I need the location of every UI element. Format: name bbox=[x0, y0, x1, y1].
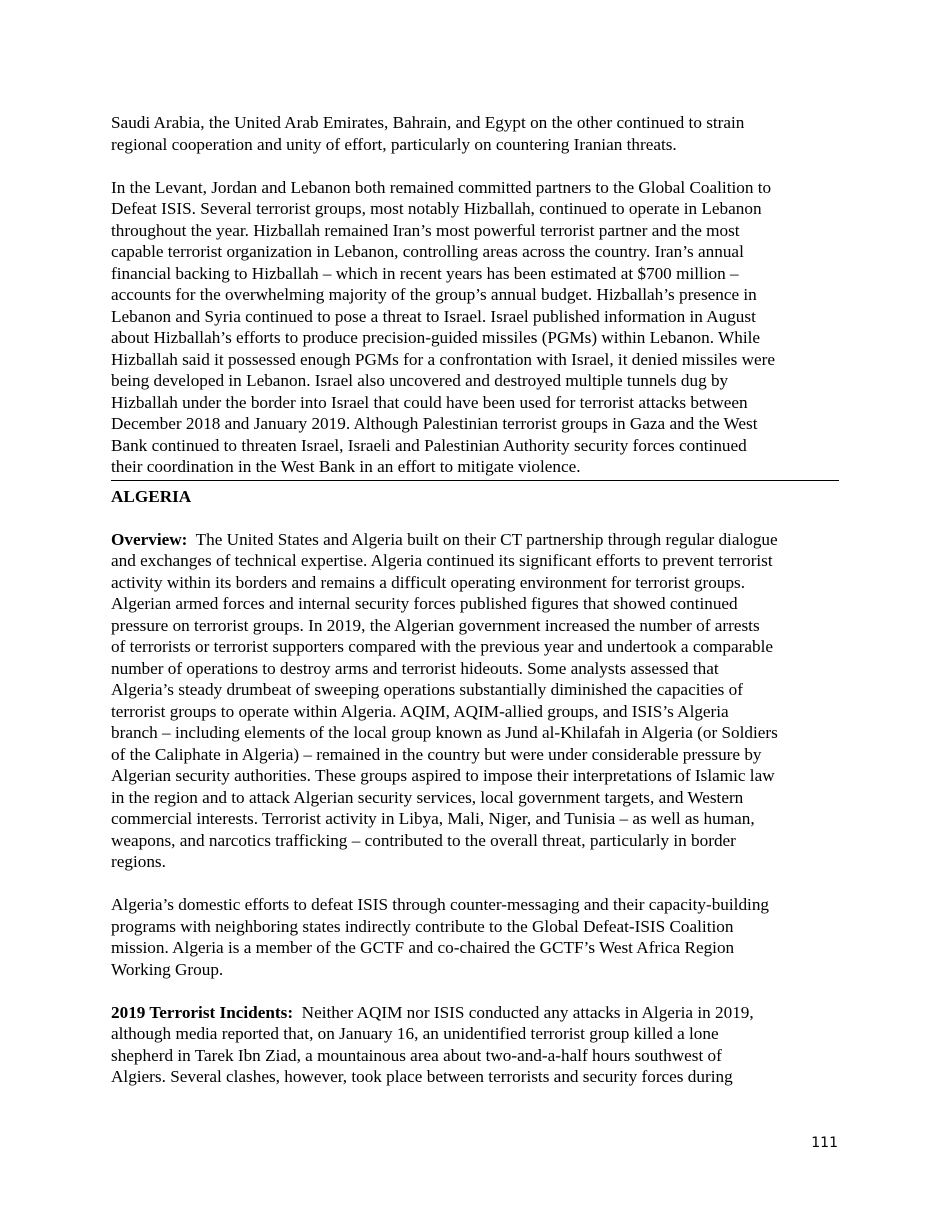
incidents-first-line: Neither AQIM nor ISIS conducted any attacks in Algeria in 2019, bbox=[293, 1002, 754, 1022]
text-line: activity within its borders and remains a difficult operating environment for terrorist groups. bbox=[111, 572, 746, 592]
text-line: accounts for the overwhelming majority of the group’s annual budget. Hizballah’s presence in bbox=[111, 285, 757, 304]
text-line: of the Caliphate in Algeria) – remained in the country but were under considerable pressure by bbox=[111, 744, 762, 764]
text-line: pressure on terrorist groups. In 2019, the Algerian government increased the number of arrests bbox=[111, 615, 760, 635]
overview-paragraph bbox=[111, 529, 839, 873]
text-line: in the region and to attack Algerian security services, local government targets, and Western bbox=[111, 787, 744, 807]
overview-lead: Overview: bbox=[111, 529, 188, 549]
text-line: Defeat ISIS. Several terrorist groups, most notably Hizballah, continued to operate in Lebanon bbox=[111, 199, 762, 218]
text-line: about Hizballah’s efforts to produce precision-guided missiles (PGMs) within Lebanon. While bbox=[111, 328, 761, 347]
text-line: Algerian armed forces and internal security forces published figures that showed continued bbox=[111, 594, 738, 613]
text-line bbox=[111, 1002, 839, 1024]
section-divider bbox=[111, 480, 839, 481]
text-line: Algiers. Several clashes, however, took place between terrorists and security forces during bbox=[111, 1067, 733, 1086]
text-line: branch – including elements of the local group known as Jund al-Khilafah in Algeria (or Soldiers bbox=[111, 723, 778, 742]
domestic-efforts-paragraph bbox=[111, 894, 839, 980]
text-line: In the Levant, Jordan and Lebanon both remained committed partners to the Global Coalition to bbox=[111, 177, 772, 197]
text-line: capable terrorist organization in Lebanon, controlling areas across the country. Iran’s annual bbox=[111, 242, 744, 261]
text-line: December 2018 and January 2019. Although Palestinian terrorist groups in Gaza and the West bbox=[111, 414, 758, 433]
page-number: 111 bbox=[811, 1135, 838, 1151]
section-heading: ALGERIA bbox=[111, 486, 192, 506]
text-line: Algerian security authorities. These groups aspired to impose their interpretations of Islamic law bbox=[111, 766, 775, 785]
text-line: being developed in Lebanon. Israel also uncovered and destroyed multiple tunnels dug by bbox=[111, 371, 729, 390]
text-line: of terrorists or terrorist supporters compared with the previous year and undertook a comparable bbox=[111, 637, 773, 656]
text-line: although media reported that, on January 16, an unidentified terrorist group killed a lone bbox=[111, 1024, 719, 1043]
text-line: terrorist groups to operate within Algeria. AQIM, AQIM-allied groups, and ISIS’s Algeria bbox=[111, 701, 729, 721]
text-line: Bank continued to threaten Israel, Israeli and Palestinian Authority security forces continued bbox=[111, 435, 747, 455]
text-line: Algeria’s steady drumbeat of sweeping operations substantially diminished the capacities of bbox=[111, 680, 743, 699]
incidents-lead: 2019 Terrorist Incidents: bbox=[111, 1002, 294, 1022]
intro-paragraph bbox=[111, 112, 839, 155]
text-line: programs with neighboring states indirectly contribute to the Global Defeat-ISIS Coalition bbox=[111, 916, 734, 936]
text-line: Working Group. bbox=[111, 959, 224, 979]
text-line: weapons, and narcotics trafficking – contributed to the overall threat, particularly in border bbox=[111, 830, 736, 850]
text-line: Algeria’s domestic efforts to defeat ISIS through counter-messaging and their capacity-building bbox=[111, 895, 770, 914]
text-line: and exchanges of technical expertise. Algeria continued its significant efforts to prevent terrorist bbox=[111, 551, 773, 570]
text-line: Hizballah under the border into Israel that could have been used for terrorist attacks between bbox=[111, 392, 748, 412]
text-line: shepherd in Tarek Ibn Ziad, a mountainous area about two-and-a-half hours southwest of bbox=[111, 1045, 722, 1065]
incidents-paragraph bbox=[111, 1002, 839, 1088]
text-line: regional cooperation and unity of effort, particularly on countering Iranian threats. bbox=[111, 134, 677, 154]
text-line: mission. Algeria is a member of the GCTF and co-chaired the GCTF’s West Africa Region bbox=[111, 938, 735, 957]
text-line bbox=[111, 529, 839, 551]
text-line: commercial interests. Terrorist activity in Libya, Mali, Niger, and Tunisia – as well as human, bbox=[111, 809, 755, 828]
text-line: financial backing to Hizballah – which in recent years has been estimated at $700 million – bbox=[111, 263, 739, 283]
text-line: Saudi Arabia, the United Arab Emirates, Bahrain, and Egypt on the other continued to strain bbox=[111, 113, 745, 132]
text-line: regions. bbox=[111, 852, 166, 871]
document-page bbox=[111, 112, 839, 1088]
text-line: their coordination in the West Bank in an effort to mitigate violence. bbox=[111, 457, 581, 476]
text-line: Lebanon and Syria continued to pose a threat to Israel. Israel published information in August bbox=[111, 306, 756, 326]
text-line: throughout the year. Hizballah remained Iran’s most powerful terrorist partner and the most bbox=[111, 220, 740, 240]
levant-paragraph bbox=[111, 177, 839, 478]
text-line: number of operations to destroy arms and terrorist hideouts. Some analysts assessed that bbox=[111, 658, 719, 678]
text-line: Hizballah said it possessed enough PGMs for a confrontation with Israel, it denied missiles were bbox=[111, 349, 775, 369]
overview-first-line: The United States and Algeria built on their CT partnership through regular dialogue bbox=[187, 529, 778, 549]
